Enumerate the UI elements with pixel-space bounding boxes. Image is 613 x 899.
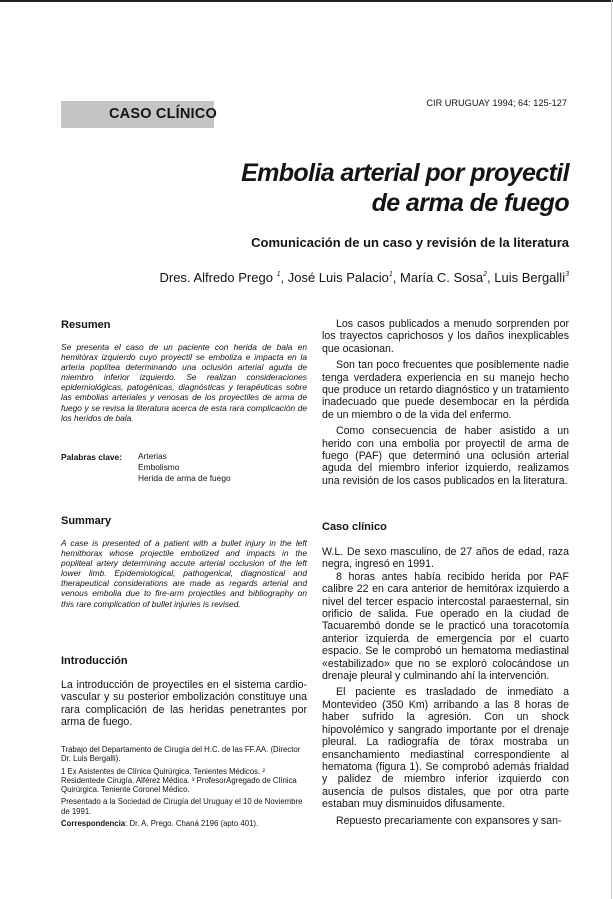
author-affiliation-mark: 1	[276, 271, 281, 278]
case-paragraph: El paciente es trasladado de inmediato a Montevideo (350 Km) arribando a las 8 horas de haber sufrido la agresión. Con un shock hipovolémico y sangrado importante por el drenaje pleural. La radiografía de tórax mostraba un ensanchamiento mediastinal correspondiente al hematoma (figura 1). Se comprobó además frialdad y palidez de miembro inferior izquierdo con ausencia de pulsos distales, que por otra parte estaban muy disminuidos difusamente.	[322, 686, 569, 811]
page-edge-rule	[611, 0, 612, 899]
intro-paragraph: Como consecuencia de haber asistido a un herido con una embolia por proyectil de arma de fuego (PAF) que determinó una oclusión arterial aguda del miembro inferior izquierdo, realizamos una revisión de los casos publicados en la literatura.	[322, 425, 569, 487]
caso-clinico-body	[322, 546, 569, 827]
correspondence-text: : Dr. A. Prego. Chaná 2196 (apto 401).	[125, 819, 259, 829]
author-affiliation-mark: 2	[483, 271, 488, 278]
article-title	[149, 158, 569, 218]
author-name: María C. Sosa	[400, 270, 484, 285]
article-subtitle: Comunicación de un caso y revisión de la literatura	[251, 235, 569, 250]
case-paragraph: 8 horas antes había recibido herida por PAF calibre 22 en cara anterior de hemitórax izquierdo a nivel del tercer espacio intercostal paraesternal, sin orificio de salida. Fue operado en la ciudad de Tacuarembó donde se le practicó una toracotomía anterior izquierda de emergencia por el cuarto espacio. Se le comprobó un hematoma mediastinal «estabilizado» que no se exploró colocándose un drenaje pleural y culminando ahí la intervención.	[322, 570, 569, 683]
title-line-1: Embolia arterial por proyectil	[241, 159, 569, 187]
keywords-label: Palabras clave:	[61, 452, 122, 462]
section-label: CASO CLÍNICO	[109, 106, 217, 122]
author-affiliation-mark: 3	[565, 271, 569, 278]
caso-clinico-heading: Caso clínico	[322, 521, 387, 533]
top-rule	[0, 0, 613, 2]
footnotes	[61, 745, 307, 831]
resumen-text: Se presenta el caso de un paciente con herida de bala en hemitórax izquierdo cuyo proyectil se emboliza e impacta en la arteria poplítea determinando una oclusión arterial aguda de miembro inferior izquierdo. Se realizan consideraciones epidemiológicas, patogénicas, diagnósticas y terapéuticas sobre las embolias arteriales y venosas de los proyectiles de arma de fuego y se revisa la literatura acerca de esta rara complicación de los heridos de bala.	[61, 342, 307, 423]
authors-prefix: Dres.	[159, 270, 194, 285]
resumen-heading: Resumen	[61, 319, 111, 331]
author-list: Dres. Alfredo Prego $^1$, José Luis Palacio$^1$, María C. Sosa$^2$, Luis Bergalli$^3$	[159, 270, 569, 285]
keyword-item: Embolismo	[138, 462, 180, 473]
footnote-affiliations: 1 Ex Asistentes de Clínica Quirúrgica. Tenientes Médicos. ² Residentede Cirugía. Alférez Médica. ³ ProfesorAgregado de Clínica Quirúrgica. Teniente Coronel Médico.	[61, 766, 297, 795]
footnote-presented: Presentado a la Sociedad de Cirugía del Uruguay el 10 de Noviembre de 1991.	[61, 797, 303, 816]
intro-continued	[322, 318, 569, 487]
summary-heading: Summary	[61, 515, 112, 527]
keywords-list	[138, 451, 231, 485]
footnote-correspondence	[61, 819, 307, 828]
author-name: Luis Bergalli	[494, 270, 566, 285]
case-paragraph: W.L. De sexo masculino, de 27 años de edad, raza negra, ingresó en 1991.	[322, 546, 569, 571]
intro-paragraph: Son tan poco frecuentes que posiblemente nadie tenga verdadera experiencia en su manejo hecho que produce un retardo diagnóstico y un tratamiento inadecuado que puede desembocar en la pérdida de un miembro o de la vida del enfermo.	[322, 359, 569, 421]
keyword-item: Arterias	[138, 451, 167, 461]
introduccion-text: La introducción de proyectiles en el sistema cardio-vascular y su posterior embolización constituye una rara complicación de las heridas penetrantes por arma de fuego.	[61, 679, 307, 729]
author-name: José Luis Palacio	[287, 270, 389, 285]
case-paragraph: Repuesto precariamente con expansores y san-	[336, 814, 562, 827]
summary-text: A case is presented of a patient with a bullet injury in the left hemithorax whose projectile embolized and impacts in the popliteal artery determining accute arterial occlusion of the left lower limb. Epidemiological, pathogenical, diagnostical and therapeutical considerations are made as regards arterial and venous embolia due to fire-arm projectiles and bibliography on this rare complication of bullet injuries is revised.	[61, 538, 307, 609]
footnote-department: Trabajo del Departamento de Cirugía del H.C. de las FF.AA. (Director Dr. Luis Bergalli).	[61, 745, 301, 764]
author-name: Alfredo Prego	[193, 270, 273, 285]
intro-paragraph: Los casos publicados a menudo sorprenden por los trayectos caprichosos y los daños inexplicables que ocasionan.	[322, 318, 569, 355]
introduccion-heading: Introducción	[61, 655, 128, 667]
journal-reference: CIR URUGUAY 1994; 64: 125-127	[426, 98, 567, 108]
keyword-item: Herida de arma de fuego	[138, 473, 231, 484]
author-affiliation-mark: 1	[388, 271, 393, 278]
title-line-2: de arma de fuego	[371, 189, 569, 217]
correspondence-label: Correspondencia	[61, 819, 126, 829]
